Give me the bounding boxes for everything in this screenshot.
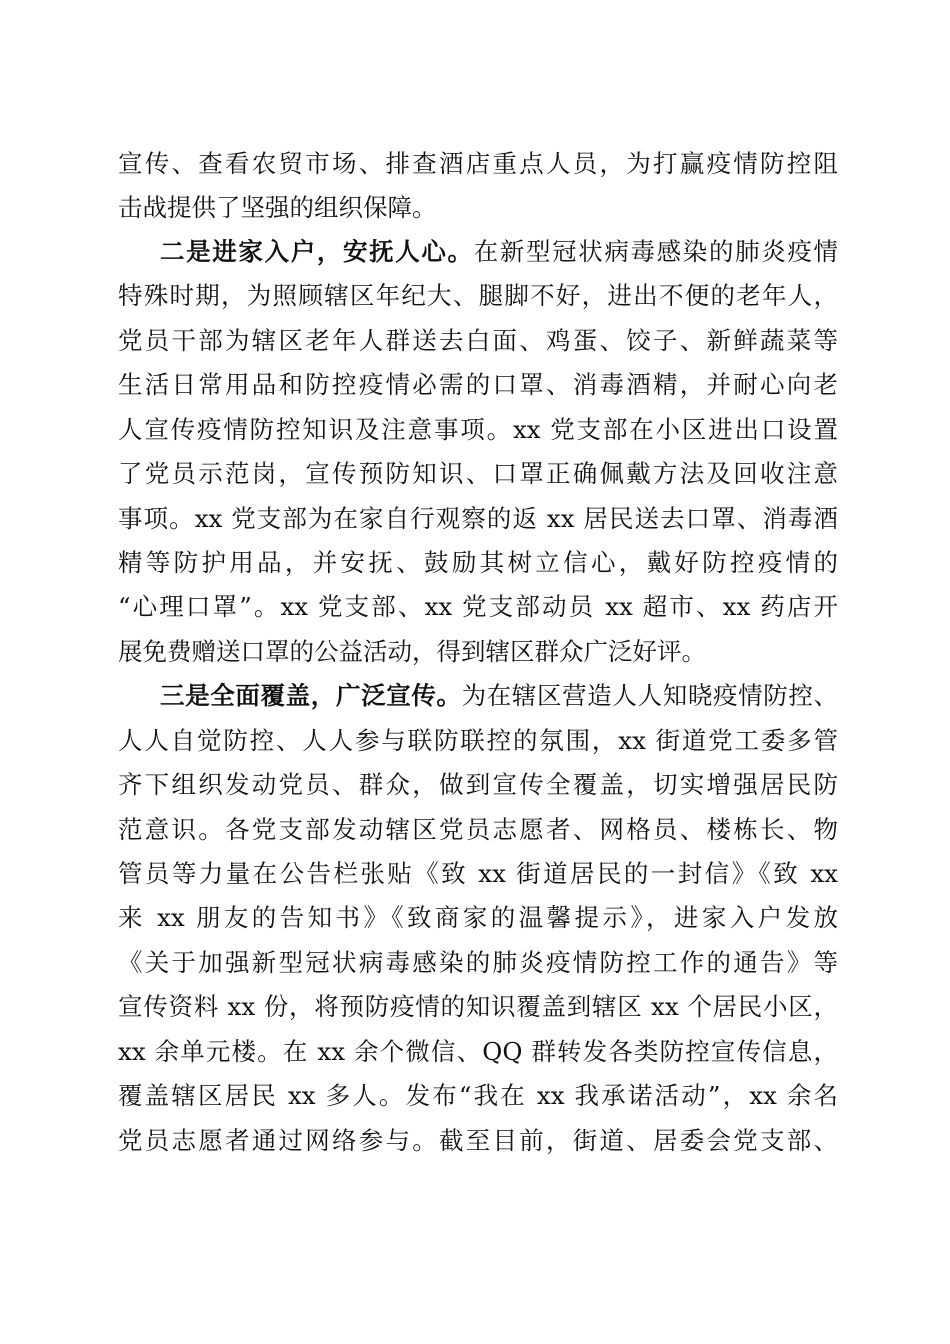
paragraph-2-line-6: 了党员示范岗，宣传预防知识、口罩正确佩戴方法及回收注意: [118, 459, 838, 488]
paragraph-3-line-8: 宣传资料 xx 份，将预防疫情的知识覆盖到辖区 xx 个居民小区，: [118, 992, 838, 1021]
paragraph-3-line-7: 《关于加强新型冠状病毒感染的肺炎疫情防控工作的通告》等: [118, 948, 838, 977]
paragraph-2-line-1-text: 在新型冠状病毒感染的肺炎疫情: [473, 237, 838, 266]
paragraph-2-line-1: [160, 230, 838, 274]
paragraph-2-line-2: 特殊时期，为照顾辖区年纪大、腿脚不好，进出不便的老年人，: [118, 281, 838, 310]
paragraph-3-line-9: xx 余单元楼。在 xx 余个微信、QQ 群转发各类防控宣传信息，: [118, 1037, 838, 1066]
paragraph-3-line-3: 齐下组织发动党员、群众，做到宣传全覆盖，切实增强居民防: [118, 770, 838, 799]
paragraph-3-line-4: 范意识。各党支部发动辖区党员志愿者、网格员、楼栋长、物: [118, 815, 838, 844]
paragraph-2-line-4: 生活日常用品和防控疫情必需的口罩、消毒酒精，并耐心向老: [118, 370, 838, 399]
paragraph-3-line-1: [160, 674, 838, 718]
paragraph-2-heading: 二是进家入户，安抚人心。: [160, 237, 474, 266]
paragraph-2-line-9: “心理口罩”。xx 党支部、xx 党支部动员 xx 超市、xx 药店开: [118, 592, 838, 621]
paragraph-1-line-2: 击战提供了坚强的组织保障。: [118, 193, 437, 222]
paragraph-2-line-10: 展免费赠送口罩的公益活动，得到辖区群众广泛好评。: [118, 637, 706, 666]
paragraph-3-line-11: 党员志愿者通过网络参与。截至目前，街道、居委会党支部、: [118, 1126, 838, 1155]
paragraph-2-line-7: 事项。xx 党支部为在家自行观察的返 xx 居民送去口罩、消毒酒: [118, 504, 838, 533]
paragraph-3-heading: 三是全面覆盖，广泛宣传。: [160, 681, 462, 710]
paragraph-1-line-1: 宣传、查看农贸市场、排查酒店重点人员，为打赢疫情防控阻: [118, 149, 838, 178]
paragraph-3-line-1-text: 为在辖区营造人人知晓疫情防控、: [461, 681, 838, 710]
paragraph-2-line-3: 党员干部为辖区老年人群送去白面、鸡蛋、饺子、新鲜蔬菜等: [118, 326, 838, 355]
paragraph-2-line-8: 精等防护用品，并安抚、鼓励其树立信心，戴好防控疫情的: [118, 548, 838, 577]
paragraph-3-line-10: 覆盖辖区居民 xx 多人。发布“我在 xx 我承诺活动”，xx 余名: [118, 1081, 838, 1110]
paragraph-3-line-6: 来 xx 朋友的告知书》《致商家的温馨提示》，进家入户发放: [118, 903, 838, 932]
paragraph-3-line-5: 管员等力量在公告栏张贴《致 xx 街道居民的一封信》《致 xx: [118, 859, 838, 888]
paragraph-2-line-5: 人宣传疫情防控知识及注意事项。xx 党支部在小区进出口设置: [118, 415, 838, 444]
paragraph-3-line-2: 人人自觉防控、人人参与联防联控的氛围，xx 街道党工委多管: [118, 726, 838, 755]
